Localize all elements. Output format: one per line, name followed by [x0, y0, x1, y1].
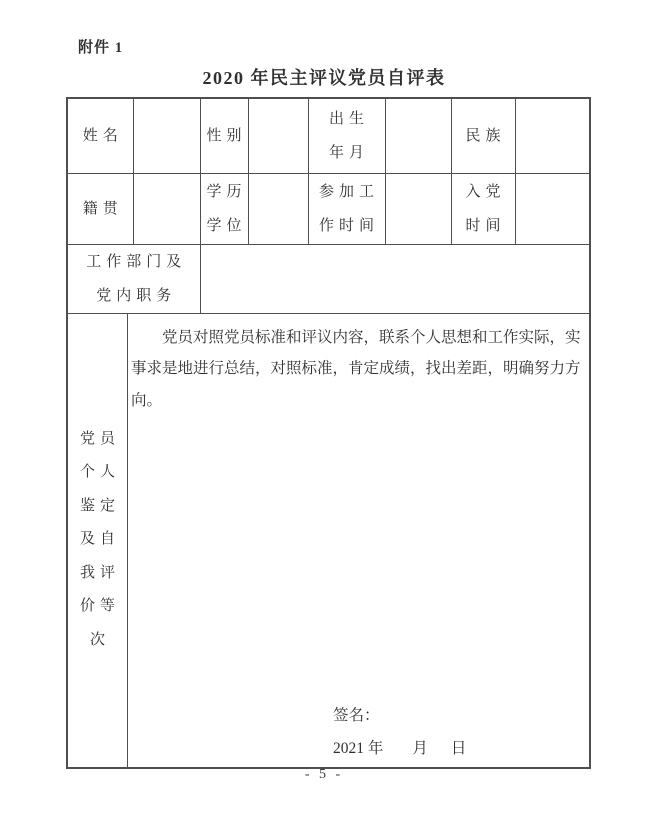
- self-review-label-line-6: 价等: [79, 598, 120, 615]
- birth-date-value-cell: [385, 98, 451, 173]
- table-row-basic-info-2: [67, 173, 590, 244]
- department-position-value-cell: [200, 244, 590, 313]
- work-start-time-value-cell: [385, 173, 451, 244]
- birth-date-label: [308, 98, 385, 173]
- self-review-content: [128, 314, 589, 767]
- education-degree-value-cell: [248, 173, 308, 244]
- self-evaluation-form-table: [66, 97, 591, 769]
- self-review-label-line-5: 我评: [79, 564, 120, 581]
- party-join-time-value-cell: [515, 173, 590, 244]
- self-review-wrap: [68, 314, 589, 767]
- party-join-time-label: [451, 173, 515, 244]
- table-row-department: [67, 244, 590, 313]
- ethnicity-label: 民族: [451, 98, 515, 173]
- date-day: 日: [450, 739, 467, 757]
- attachment-label: 附件 1: [78, 40, 124, 56]
- party-join-time-label-line1: 入党: [465, 183, 506, 200]
- document-title: 2020 年民主评议党员自评表: [202, 68, 446, 88]
- self-review-label-line-3: 鉴定: [79, 497, 120, 514]
- name-value-cell: [133, 98, 200, 173]
- signature-block: [333, 699, 466, 765]
- self-review-label-line-2: 个人: [79, 464, 120, 481]
- self-review-label-column: [68, 314, 128, 767]
- date-year: 2021 年: [333, 739, 384, 757]
- gender-label: 性别: [200, 98, 248, 173]
- signature-date-line: [333, 732, 466, 765]
- department-position-label-line1: 工作部门及: [86, 253, 187, 270]
- page-number: - 5 -: [304, 767, 344, 782]
- education-degree-label: [200, 173, 248, 244]
- signature-label: 签名：: [333, 706, 380, 724]
- department-position-label-line2: 党内职务: [96, 287, 177, 304]
- self-review-label-line-1: 党员: [79, 430, 120, 447]
- self-review-label-line-7: 次: [89, 631, 110, 648]
- self-review-cell: [67, 313, 590, 768]
- ethnicity-value-cell: [515, 98, 590, 173]
- education-degree-label-line1: 学历: [206, 183, 247, 200]
- party-join-time-label-line2: 时间: [465, 217, 506, 234]
- date-month: 月: [412, 739, 428, 757]
- instruction-text: 党员对照党员标准和评议内容，联系个人思想和工作实际，实事求是地进行总结，对照标准，肯定成绩，找出差距，明确努力方向。: [131, 328, 581, 409]
- birth-date-label-line2: 年月: [328, 144, 369, 161]
- name-label: 姓名: [67, 98, 133, 173]
- work-start-time-label-line1: 参加工: [318, 183, 379, 200]
- native-place-value-cell: [133, 173, 200, 244]
- work-start-time-label: [308, 173, 385, 244]
- department-position-label: [67, 244, 200, 313]
- gender-value-cell: [248, 98, 308, 173]
- table-row-self-review: [67, 313, 590, 768]
- birth-date-label-line1: 出生: [328, 110, 369, 127]
- table-row-basic-info-1: [67, 98, 590, 173]
- native-place-label: 籍贯: [67, 173, 133, 244]
- self-review-label-line-4: 及自: [79, 531, 120, 548]
- work-start-time-label-line2: 作时间: [318, 217, 379, 234]
- education-degree-label-line2: 学位: [206, 217, 247, 234]
